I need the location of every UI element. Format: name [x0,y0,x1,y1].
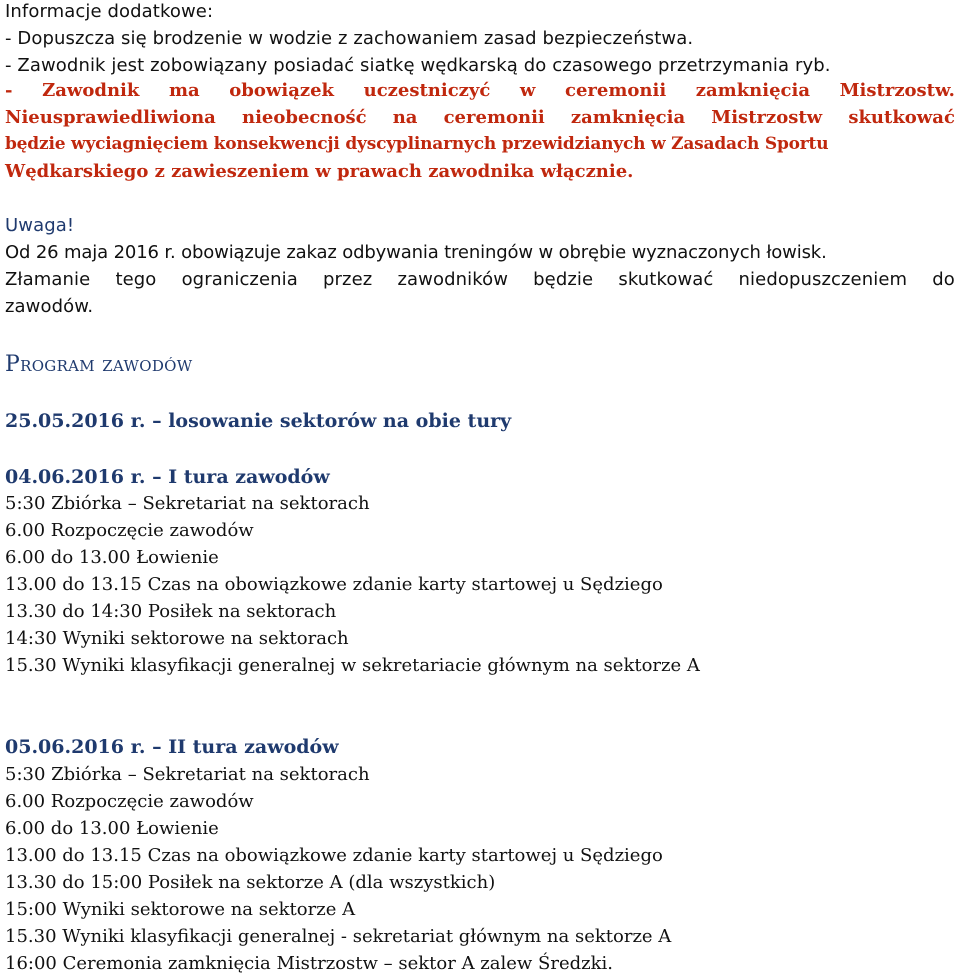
warning-line-4: Wędkarskiego z zawieszeniem w prawach zawodnika włącznie. [5,161,634,182]
round-2-heading: 05.06.2016 r. – II tura zawodów [5,736,339,758]
schedule-item: 13.00 do 13.15 Czas na obowiązkowe zdanie karty startowej u Sędziego [5,845,663,866]
info-item: - Zawodnik jest zobowiązany posiadać siatkę wędkarską do czasowego przetrzymania ryb. [5,55,831,76]
warning-word: w [519,80,536,101]
notice-word: ograniczenia [181,269,298,290]
notice-word: Złamanie [5,269,91,290]
schedule-item: 15:00 Wyniki sektorowe na sektorze A [5,899,356,920]
warning-word: Nieusprawiedliwiona [5,107,216,128]
warning-word: nieobecność [241,107,367,128]
warning-word: Zawodnik [42,80,140,101]
round-1-heading: 04.06.2016 r. – I tura zawodów [5,466,330,488]
info-heading: Informacje dodatkowe: [5,1,214,22]
notice-word: przez [323,269,373,290]
notice-word: niedopuszczeniem [738,269,908,290]
info-item: - Dopuszcza się brodzenie w wodzie z zachowaniem zasad bezpieczeństwa. [5,28,694,49]
notice-line: Od 26 maja 2016 r. obowiązuje zakaz odbywania treningów w obrębie wyznaczonych łowisk. [5,242,827,263]
schedule-item: 6.00 Rozpoczęcie zawodów [5,520,254,541]
schedule-item: 13.30 do 15:00 Posiłek na sektorze A (dla wszystkich) [5,872,496,893]
schedule-item: 15.30 Wyniki klasyfikacji generalnej w sekretariacie głównym na sektorze A [5,655,700,676]
notice-word: do [932,269,955,290]
warning-word: uczestniczyć [363,80,491,101]
notice-line-justified [5,269,955,290]
schedule-item: 5:30 Zbiórka – Sekretariat na sektorach [5,493,370,514]
schedule-item: 13.30 do 14:30 Posiłek na sektorach [5,601,337,622]
warning-line-3: będzie wyciagnięciem konsekwencji dyscyplinarnych przewidzianych w Zasadach Sportu [5,134,829,154]
notice-line: zawodów. [5,296,94,317]
warning-word: skutkować [848,107,955,128]
warning-word: Mistrzostw. [839,80,955,101]
warning-word: ceremonii [565,80,667,101]
notice-label: Uwaga! [5,215,75,236]
schedule-item: 6.00 do 13.00 Łowienie [5,818,219,839]
warning-line-1 [5,80,955,101]
warning-line-2 [5,107,955,128]
warning-word: - [5,80,13,101]
schedule-item: 5:30 Zbiórka – Sekretariat na sektorach [5,764,370,785]
schedule-item: 14:30 Wyniki sektorowe na sektorach [5,628,349,649]
notice-word: zawodników [397,269,509,290]
warning-word: zamknięcia [695,80,811,101]
warning-word: obowiązek [229,80,335,101]
schedule-item: 16:00 Ceremonia zamknięcia Mistrzostw – sektor A zalew Średzki. [5,953,614,974]
warning-word: Mistrzostw [711,107,823,128]
schedule-item: 13.00 do 13.15 Czas na obowiązkowe zdanie karty startowej u Sędziego [5,574,663,595]
schedule-item: 6.00 Rozpoczęcie zawodów [5,791,254,812]
warning-word: ceremonii [443,107,545,128]
draw-date-heading: 25.05.2016 r. – losowanie sektorów na obie tury [5,410,512,432]
schedule-item: 6.00 do 13.00 Łowienie [5,547,219,568]
program-title: Program zawodów [5,352,193,377]
notice-word: tego [115,269,157,290]
notice-word: będzie [533,269,594,290]
notice-word: skutkować [618,269,714,290]
schedule-item: 15.30 Wyniki klasyfikacji generalnej - sekretariat głównym na sektorze A [5,926,672,947]
warning-word: ma [168,80,200,101]
warning-word: zamknięcia [570,107,686,128]
warning-word: na [392,107,418,128]
